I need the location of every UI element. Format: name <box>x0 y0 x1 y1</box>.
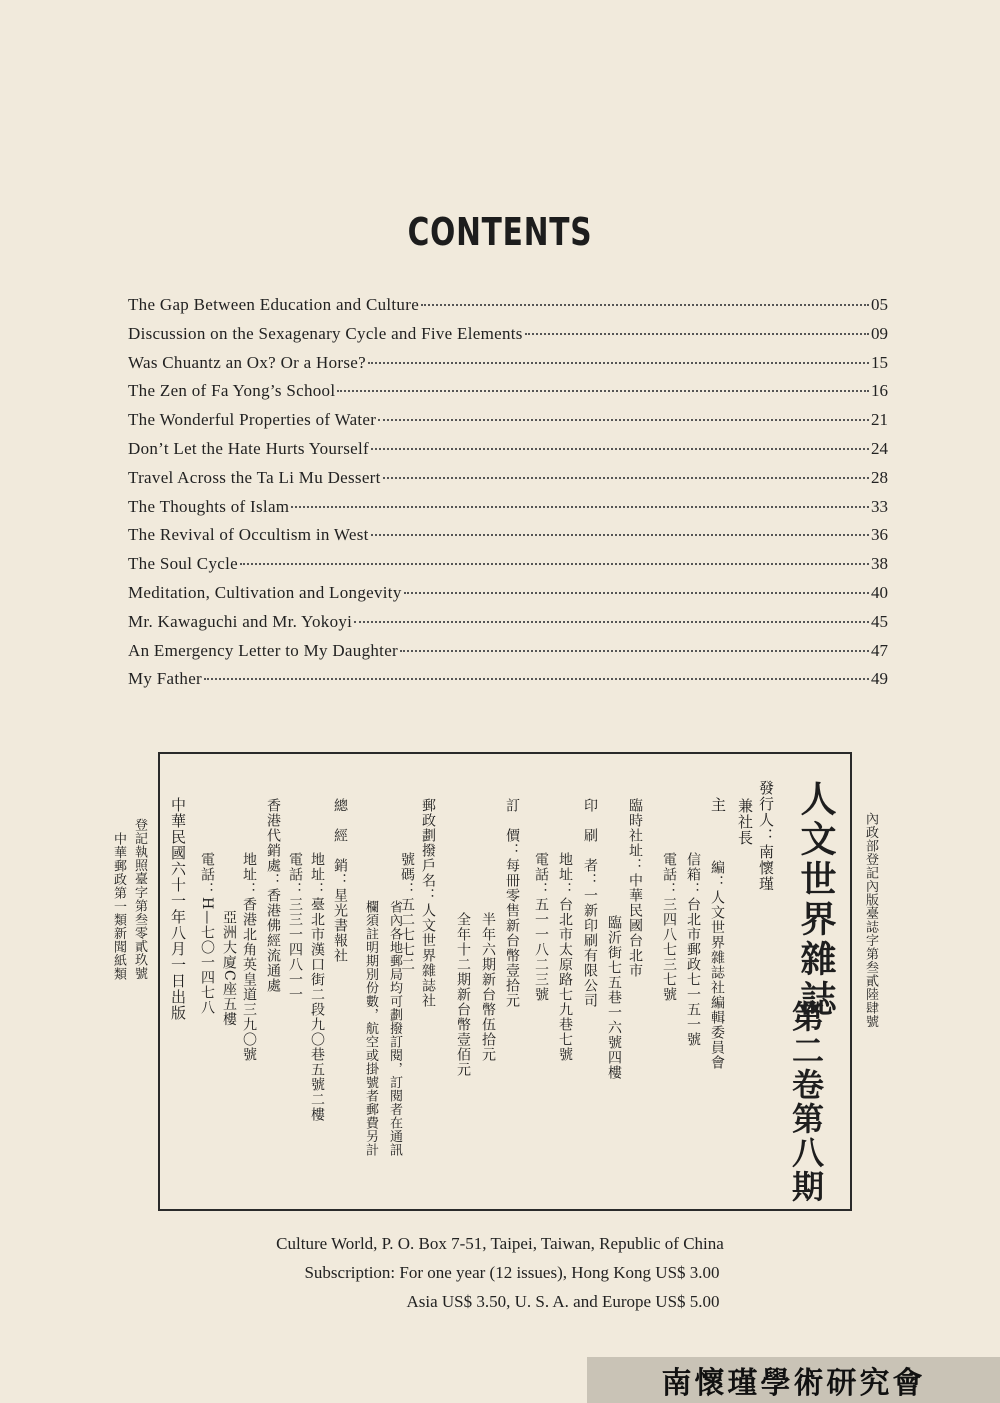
toc-leader <box>404 592 869 594</box>
toc-title: An Emergency Letter to My Daughter <box>128 640 398 660</box>
toc-title: The Wonderful Properties of Water <box>128 410 377 430</box>
postal-account-number: 號碼：五二七七二 <box>399 852 415 972</box>
hk-building: 亞洲大廈C座五樓 <box>221 910 237 1027</box>
toc-title: Travel Across the Ta Li Mu Dessert <box>128 467 381 487</box>
mailbox: 信箱：台北市郵政七一五一號 <box>685 852 701 1047</box>
toc-row <box>128 439 888 468</box>
masthead-issue: 第二卷第八期 <box>787 1000 825 1204</box>
toc-row <box>128 497 888 526</box>
toc-row <box>128 669 888 698</box>
toc-leader <box>291 506 869 508</box>
toc-leader <box>368 362 869 364</box>
toc-leader <box>378 419 869 421</box>
price-full-year: 全年十二期新台幣壹佰元 <box>455 912 471 1077</box>
publisher: 發行人：南懷瑾 <box>757 780 775 892</box>
page-title: CONTENTS <box>407 210 593 254</box>
registration-right: 內政部登記內版臺誌字第叁貳陸肆號 <box>863 812 878 1028</box>
masthead-name: 人文世界雜誌 <box>795 780 837 1020</box>
postal-note-1: 省內各地郵局均可劃撥訂閱，訂閱者在通訊 <box>387 900 402 1157</box>
toc-leader <box>525 333 869 335</box>
toc-row <box>128 324 888 353</box>
director: 兼社長 <box>736 798 754 846</box>
toc-page: 36 <box>871 525 888 545</box>
toc-leader <box>371 448 869 450</box>
toc-page: 47 <box>871 640 888 660</box>
toc-row <box>128 525 888 554</box>
toc-page: 16 <box>871 381 888 401</box>
subscription-line-1: Subscription: For one year (12 issues), Hong Kong US$ 3.00 <box>304 1263 720 1282</box>
distributor-phone: 電話：三三一四八一一 <box>287 852 303 1002</box>
price-half-year: 半年六期新台幣伍拾元 <box>480 912 496 1062</box>
subscription-line-2: Asia US$ 3.50, U. S. A. and Europe US$ 5.00 <box>406 1292 720 1311</box>
toc-row <box>128 468 888 497</box>
editor-label: 主 <box>709 797 727 813</box>
toc-leader <box>337 390 869 392</box>
toc-title: The Gap Between Education and Culture <box>128 295 420 314</box>
publication-date: 中華民國六十一年八月一日出版 <box>169 797 187 1021</box>
toc-leader <box>371 534 869 536</box>
postal-note-2: 欄須註明期別份數，航空或掛號者郵費另計 <box>363 900 378 1157</box>
toc-row <box>128 583 888 612</box>
toc-row <box>128 410 888 439</box>
english-address: Culture World, P. O. Box 7-51, Taipei, Taiwan, Republic of China <box>276 1234 724 1253</box>
distributor-address: 地址：臺北市漢口街二段九〇巷五號二樓 <box>309 852 325 1122</box>
toc-row <box>128 612 888 641</box>
toc-title: The Revival of Occultism in West <box>128 525 369 545</box>
toc-title: Don’t Let the Hate Hurts Yourself <box>128 438 369 458</box>
toc-title: The Zen of Fa Yong’s School <box>128 381 336 401</box>
registration-left-2: 中華郵政第一類新聞紙類 <box>111 832 126 981</box>
toc-page: 38 <box>871 554 888 574</box>
toc-page: 24 <box>871 438 888 458</box>
toc-page: 05 <box>871 295 888 314</box>
toc-leader <box>421 304 869 306</box>
price: 訂 價：每冊零售新台幣壹拾元 <box>504 798 520 1008</box>
toc-page: 21 <box>871 410 888 430</box>
hk-address: 地址：香港北角英皇道三九〇號 <box>241 852 257 1062</box>
toc-page: 45 <box>871 611 888 631</box>
postal-account-name: 郵政劃撥戶名：人文世界雜誌社 <box>420 798 436 1008</box>
toc-page: 49 <box>871 669 888 689</box>
registration-left-1: 登記執照臺字第叁零貳玖號 <box>132 818 147 980</box>
office-address: 臨沂街七五巷一六號四樓 <box>606 915 622 1080</box>
toc-page: 40 <box>871 582 888 602</box>
toc-title: The Thoughts of Islam <box>128 496 290 516</box>
toc-title: Mr. Kawaguchi and Mr. Yokoyi <box>128 611 353 631</box>
toc-row <box>128 554 888 583</box>
table-of-contents <box>128 295 888 698</box>
printer-address: 地址：台北市太原路七九巷七號 <box>557 852 573 1062</box>
distributor: 總 經 銷：星光書報社 <box>332 798 348 963</box>
toc-page: 28 <box>871 467 888 487</box>
printer-phone: 電話：五一一八二三號 <box>533 852 549 1002</box>
toc-row <box>128 641 888 670</box>
toc-leader <box>383 477 869 479</box>
toc-leader <box>204 678 869 680</box>
toc-page: 09 <box>871 323 888 343</box>
toc-title: Meditation, Cultivation and Longevity <box>128 582 402 602</box>
toc-title: Discussion on the Sexagenary Cycle and Five Elements <box>128 323 523 343</box>
toc-leader <box>354 621 869 623</box>
hk-agent: 香港代銷處：香港佛經流通處 <box>265 798 281 993</box>
toc-row <box>128 353 888 382</box>
toc-page: 33 <box>871 496 888 516</box>
toc-leader <box>400 650 869 652</box>
editor: 編：人文世界雜誌社編輯委員會 <box>709 860 725 1070</box>
hk-phone: 電話：H—七〇一四七八 <box>199 852 215 1016</box>
printer: 印 刷 者：一新印刷有限公司 <box>582 798 598 1008</box>
watermark-stamp: 南懷瑾學術研究會 <box>587 1357 1000 1403</box>
toc-row <box>128 295 888 324</box>
phone-editor: 電話：三四八七三七號 <box>661 852 677 1002</box>
toc-page: 15 <box>871 352 888 372</box>
toc-row <box>128 381 888 410</box>
toc-leader <box>240 563 869 565</box>
toc-title: My Father <box>128 669 202 689</box>
office-label: 臨時社址：中華民國台北市 <box>627 798 643 978</box>
toc-title: Was Chuantz an Ox? Or a Horse? <box>128 352 366 372</box>
toc-title: The Soul Cycle <box>128 554 238 574</box>
